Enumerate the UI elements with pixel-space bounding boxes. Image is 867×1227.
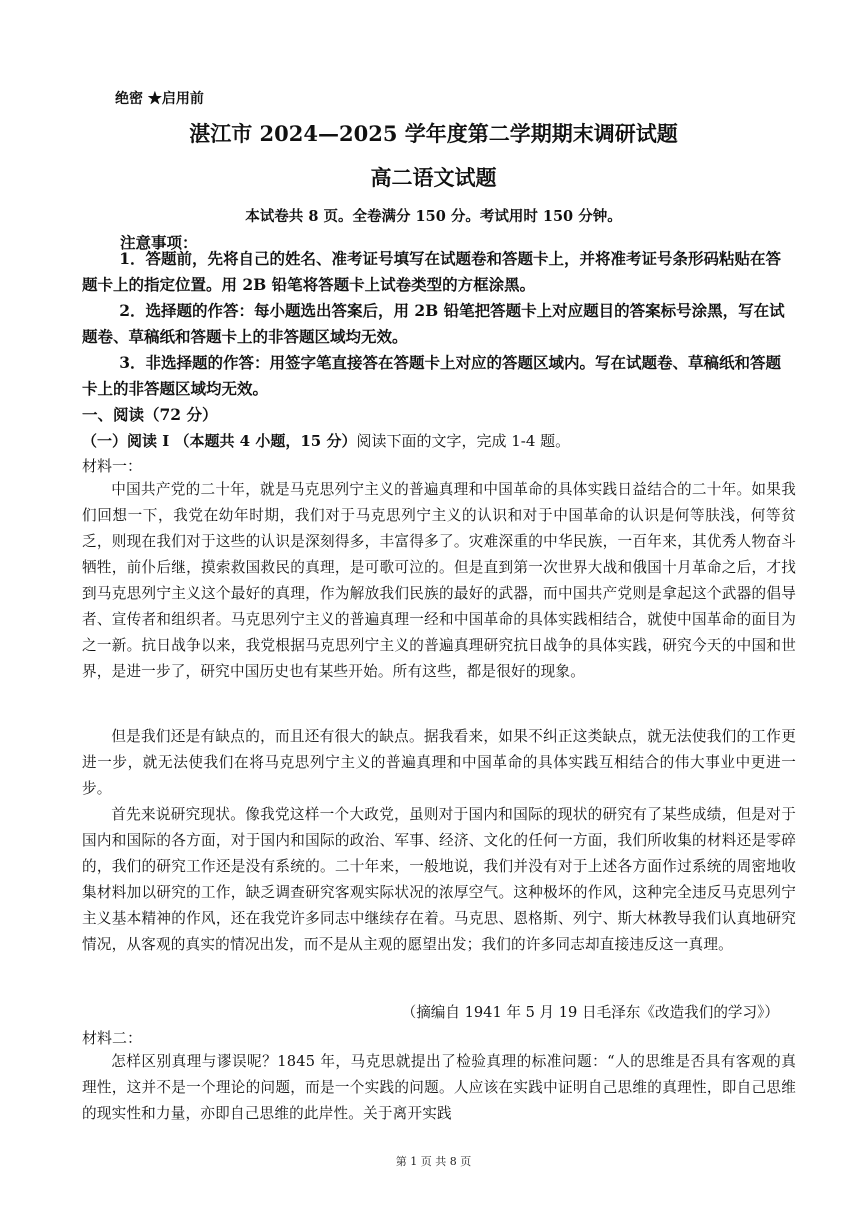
notice-item-1: 1．答题前，先将自己的姓名、准考证号填写在试题卷和答题卡上，并将准考证号条形码粘贴在答题卡上的指定位置。用 2B 铅笔将答题卡上试卷类型的方框涂黑。 — [82, 249, 781, 294]
material-1-paragraph-1: 中国共产党的二十年，就是马克思列宁主义的普遍真理和中国革命的具体实践日益结合的二十年。如果我们回想一下，我党在幼年时期，我们对于马克思列宁主义的认识和对于中国革命的认识是何等肤浅，何等贫乏，则现在我们对于这些的认识是深刻得多，丰富得多了。灾难深重的中华民族，一百年来，其优秀人物奋斗牺牲，前仆后继，摸索救国救民的真理，是可歌可泣的。但是直到第一次世界大战和俄国十月革命之后，才找到马克思列宁主义这个最好的真理，作为解放我们民族的最好的武器，而中国共产党则是拿起这个武器的倡导者、宣传者和组织者。马克思列宁主义的普遍真理一经和中国革命的具体实践相结合，就使中国革命的面目为之一新。抗日战争以来，我党根据马克思列宁主义的普遍真理研究抗日战争的具体实践，研究今天的中国和世界，是进一步了，研究中国历史也有某些开始。所有这些，都是很好的现象。 — [82, 481, 796, 680]
subsection-instruction: 阅读下面的文字，完成 1-4 题。 — [356, 432, 571, 450]
page-footer: 第 1 页 共 8 页 — [395, 1155, 472, 1168]
exam-subtitle: 高二语文试题 — [370, 165, 497, 190]
material-1-label: 材料一： — [82, 457, 143, 475]
material-2-label: 材料二： — [82, 1029, 143, 1047]
notice-item-2: 2．选择题的作答：每小题选出答案后，用 2B 铅笔把答题卡上对应题目的答案标号涂黑，写在试题卷、草稿纸和答题卡上的非答题区域均无效。 — [82, 301, 785, 346]
section-heading: 一、阅读（72 分） — [82, 405, 218, 424]
subsection-heading — [82, 430, 570, 451]
subsection-prefix: （一）阅读 Ⅰ （本题共 4 小题，15 分） — [82, 432, 357, 450]
notice-heading: 注意事项： — [120, 233, 198, 252]
exam-info: 本试卷共 8 页。全卷满分 150 分。考试用时 150 分钟。 — [245, 208, 622, 225]
exam-title: 湛江市 2024—2025 学年度第二学期期末调研试题 — [189, 121, 678, 146]
material-1-paragraph-3: 首先来说研究现状。像我党这样一个大政党，虽则对于国内和国际的现状的研究有了某些成绩，但是对于国内和国际的各方面，对于国内和国际的政治、军事、经济、文化的任何一方面，我们所收集的材料还是零碎的，我们的研究工作还是没有系统的。二十年来，一般地说，我们并没有对于上述各方面作过系统的周密地收集材料加以研究的工作，缺乏调查研究客观实际状况的浓厚空气。这种极坏的作风，这种完全违反马克思列宁主义基本精神的作风，还在我党许多同志中继续存在着。马克思、恩格斯、列宁、斯大林教导我们认真地研究情况，从客观的真实的情况出发，而不是从主观的愿望出发；我们的许多同志却直接违反这一真理。 — [82, 806, 796, 953]
material-1-source: （摘编自 1941 年 5 月 19 日毛泽东《改造我们的学习》） — [401, 1004, 779, 1021]
notice-item-3: 3．非选择题的作答：用签字笔直接答在答题卡上对应的答题区域内。写在试题卷、草稿纸和答题卡上的非答题区域均无效。 — [82, 353, 781, 398]
material-2-paragraph: 怎样区别真理与谬误呢？1845 年，马克思就提出了检验真理的标准问题：“人的思维是否具有客观的真理性，这并不是一个理论的问题，而是一个实践的问题。人应该在实践中证明自己思维的真理性，即自己思维的现实性和力量，亦即自己思维的此岸性。关于离开实践 — [82, 1053, 796, 1122]
confidential-mark: 绝密 ★启用前 — [115, 91, 204, 107]
material-1-paragraph-2: 但是我们还是有缺点的，而且还有很大的缺点。据我看来，如果不纠正这类缺点，就无法使我们的工作更进一步，就无法使我们在将马克思列宁主义的普遍真理和中国革命的具体实践互相结合的伟大事业中更进一步。 — [82, 728, 796, 797]
